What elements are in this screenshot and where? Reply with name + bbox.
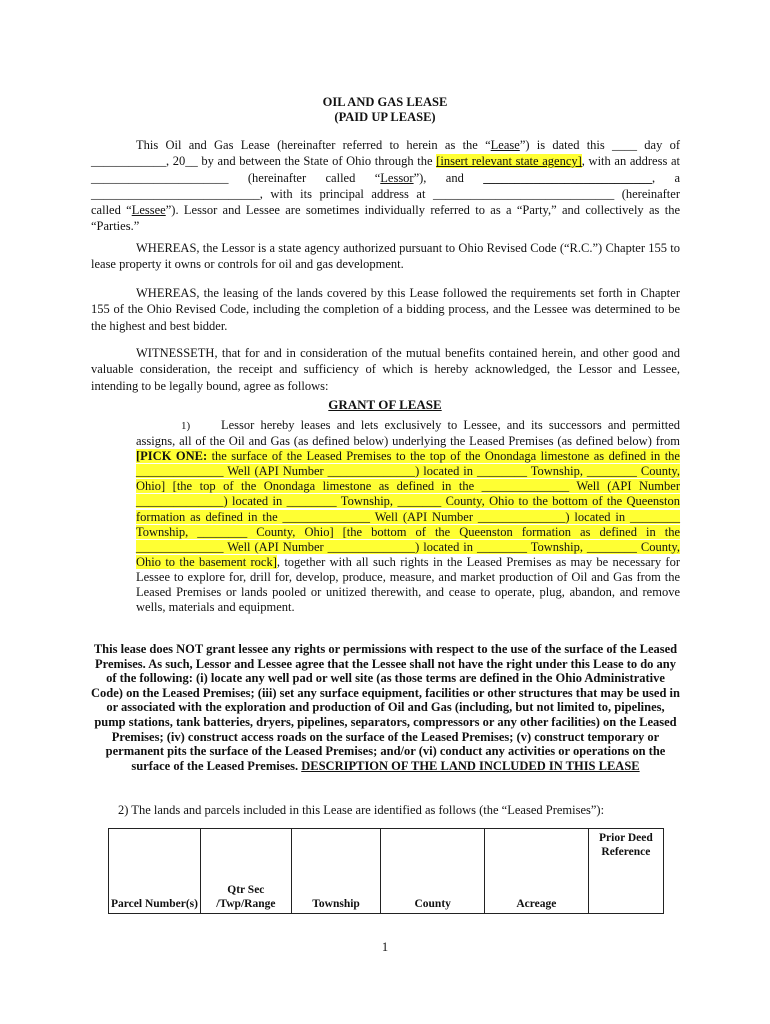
table-header-row — [109, 829, 664, 914]
col-acreage: Acreage — [484, 829, 588, 914]
whereas-paragraph-1: WHEREAS, the Lessor is a state agency authorized pursuant to Ohio Revised Code (“R.C.”) Chapter 155 to lease property it owns or controls for oil and gas development. — [91, 241, 680, 272]
document-subtitle: (PAID UP LEASE) — [334, 110, 436, 124]
col-township: Township — [291, 829, 381, 914]
witnesseth-paragraph: WITNESSETH, that for and in consideration of the mutual benefits contained herein, and other good and valuable consideration, the receipt and sufficiency of which is hereby acknowledged, the Lessor and Lessee, intending to be legally bound, agree as follows: — [91, 346, 680, 393]
page-number: 1 — [381, 940, 389, 954]
document-title: OIL AND GAS LEASE — [322, 95, 448, 109]
depth-options: the surface of the Leased Premises to the top of the Onondaga limestone as defined in the ______________ Well (API Number ______________) located in ________ Township, ________ County, Ohio] [the top of the Onondaga limestone as defined in the ______________ Well (API Number ______________) located in ________ Township, _______ County, Ohio to the bottom of the Queenston formation as defined in the ______________ Well (API Number ______________) located in ________ Township, ________ County, Ohio] [the bottom of the Queenston formation as defined in the ______________ Well (API Number ______________) located in ________ Township, ________ County, Ohio to the basement rock] — [136, 449, 680, 569]
grant-of-lease-heading: GRANT OF LEASE — [328, 397, 442, 412]
leased-premises-item-2: 2) The lands and parcels included in this Lease are identified as follows (the “Leased Premises”): — [118, 803, 605, 817]
intro-paragraph: This Oil and Gas Lease (hereinafter referred to herein as the “Lease”) is dated this ____ day of ____________, 20__ by and between the State of Ohio through the [insert relevant state agency], with an address at ______________________ (hereinafter called “Lessor”), and ___________________________, a ___________________________, with its principal address at _____________________________ (hereinafter called “Lessee”). Lessor and Lessee are sometimes individually referred to as a “Party,” and collectively as the “Parties.” — [91, 138, 680, 234]
grant-clause-item-1: 1) Lessor hereby leases and lets exclusively to Lessee, and its successors and permitted assigns, all of the Oil and Gas (as defined below) underlying the Leased Premises (as defined below) from [PICK ONE: the surface of the Leased Premises to the top of the Onondaga limestone as defined in the ______________ Well (API Number ______________) located in ________ Township, ________ County, Ohio] [the top of the Onondaga limestone as defined in the ______________ Well (API Number ______________) located in ________ Township, _______ County, Ohio to the bottom of the Queenston formation as defined in the ______________ Well (API Number ______________) located in ________ Township, ________ County, Ohio] [the bottom of the Queenston formation as defined in the ______________ Well (API Number ______________) located in ________ Township, ________ County, Ohio to the basement rock], together with all such rights in the Leased Premises as may be necessary for Lessee to explore for, drill for, develop, produce, measure, and market production of Oil and Gas from the Leased Premises or lands pooled or unitized therewith, and cease to operate, plug, abandon, and remove wells, materials and equipment. — [136, 418, 680, 615]
surface-rights-notice: This lease does NOT grant lessee any rights or permissions with respect to the use of the surface of the Leased Premises. As such, Lessor and Lessee agree that the Lessee shall not have the right under this Lease to do any of the following: (i) locate any well pad or well site (as those terms are defined in the Ohio Administrative Code) on the Leased Premises; (iii) set any surface equipment, facilities or other structures that may be used in or associated with the exploration and production of Oil and Gas (including, but not limited to, pipelines, pump stations, tank batteries, dryers, pipelines, separators, compressors or any other facilities) on the Leased Premises; (iv) construct access roads on the surface of the Leased Premises; (v) construct temporary or permanent pits the surface of the Leased Premises; and/or (vi) conduct any activities or operations on the surface of the Leased Premises. DESCRIPTION OF THE LAND INCLUDED IN THIS LEASE — [91, 642, 680, 773]
pick-one-label: [PICK ONE: — [136, 449, 208, 464]
description-heading: DESCRIPTION OF THE LAND INCLUDED IN THIS LEASE — [301, 758, 640, 773]
col-parcel-number: Parcel Number(s) — [109, 829, 201, 914]
col-county: County — [381, 829, 485, 914]
col-prior-deed: Prior Deed Reference — [588, 829, 663, 914]
parcel-table — [108, 828, 664, 914]
col-qtr-sec: Qtr Sec /Twp/Range — [201, 829, 292, 914]
whereas-paragraph-2: WHEREAS, the leasing of the lands covered by this Lease followed the requirements set forth in Chapter 155 of the Ohio Revised Code, including the completion of a bidding process, and the Lessee was determined to be the highest and best bidder. — [91, 286, 680, 333]
agency-placeholder: [insert relevant state agency] — [436, 154, 582, 169]
item-number: 1) — [181, 420, 191, 432]
